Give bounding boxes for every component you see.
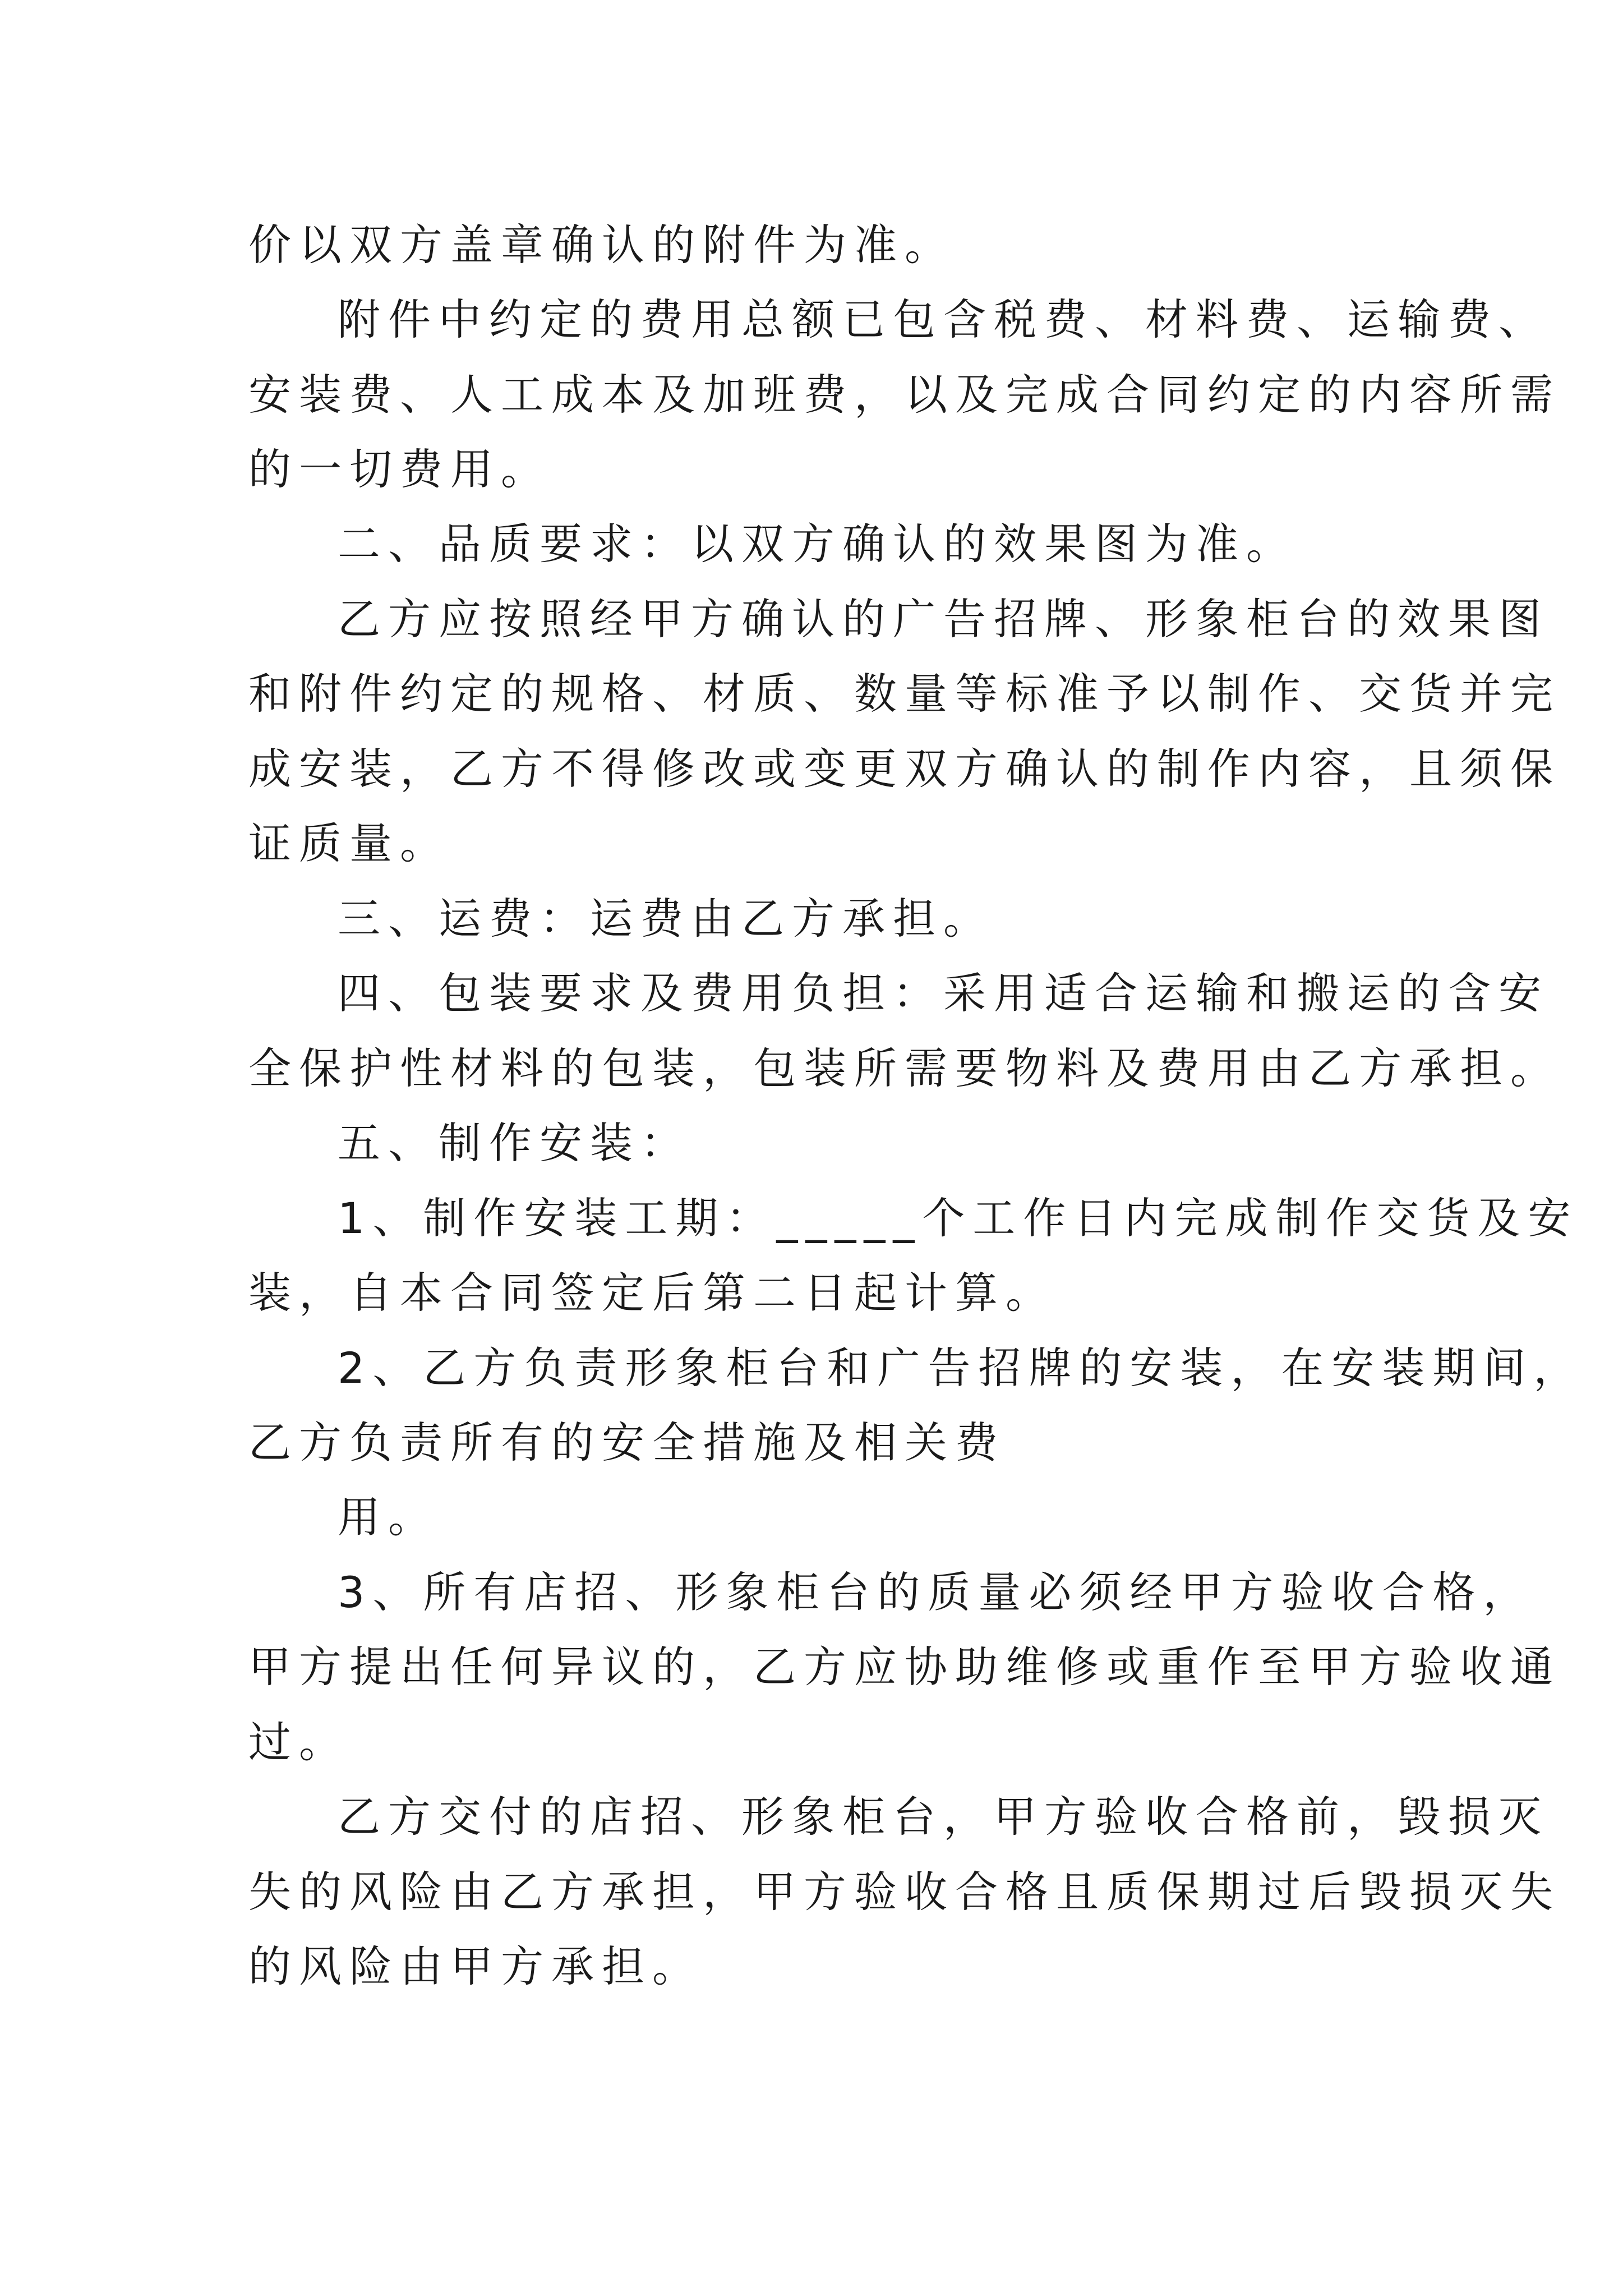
text-line: 和附件约定的规格、材质、数量等标准予以制作、交货并完 — [248, 669, 1561, 719]
text-line: 的一切费用。 — [248, 444, 551, 494]
text-line: 乙方负责所有的安全措施及相关费 — [248, 1418, 1006, 1467]
text-line: 乙方交付的店招、形象柜台，甲方验收合格前，毁损灭 — [338, 1792, 1549, 1842]
text-line: 装，自本合同签定后第二日起计算。 — [248, 1268, 1056, 1318]
text-line: 附件中约定的费用总额已包含税费、材料费、运输费、 — [338, 295, 1549, 344]
text-line: 3、所有店招、形象柜台的质量必须经甲方验收合格， — [338, 1567, 1534, 1617]
text-line: 证质量。 — [248, 818, 450, 868]
text-line: 价以双方盖章确认的附件为准。 — [248, 220, 955, 270]
text-line: 2、乙方负责形象柜台和广告招牌的安装，在安装期间， — [338, 1343, 1584, 1393]
text-line: 甲方提出任何异议的，乙方应协助维修或重作至甲方验收通 — [248, 1642, 1561, 1692]
text-line: 乙方应按照经甲方确认的广告招牌、形象柜台的效果图 — [338, 594, 1549, 644]
text-line: 失的风险由乙方承担，甲方验收合格且质保期过后毁损灭失 — [248, 1867, 1561, 1917]
text-line: 三、运费：运费由乙方承担。 — [338, 894, 994, 944]
text-line: 五、制作安装： — [338, 1118, 691, 1168]
text-line: 四、包装要求及费用负担：采用适合运输和搬运的含安 — [338, 968, 1549, 1018]
text-line: 成安装，乙方不得修改或变更双方确认的制作内容，且须保 — [248, 744, 1561, 794]
text-line: 用。 — [338, 1492, 439, 1542]
text-line: 过。 — [248, 1717, 349, 1767]
text-line: 安装费、人工成本及加班费，以及完成合同约定的内容所需 — [248, 370, 1561, 420]
text-line: 1、制作安装工期：_____个工作日内完成制作交货及安 — [338, 1193, 1579, 1243]
text-line: 二、品质要求：以双方确认的效果图为准。 — [338, 519, 1297, 569]
text-line: 的风险由甲方承担。 — [248, 1941, 703, 1991]
text-line: 全保护性材料的包装，包装所需要物料及费用由乙方承担。 — [248, 1043, 1561, 1093]
